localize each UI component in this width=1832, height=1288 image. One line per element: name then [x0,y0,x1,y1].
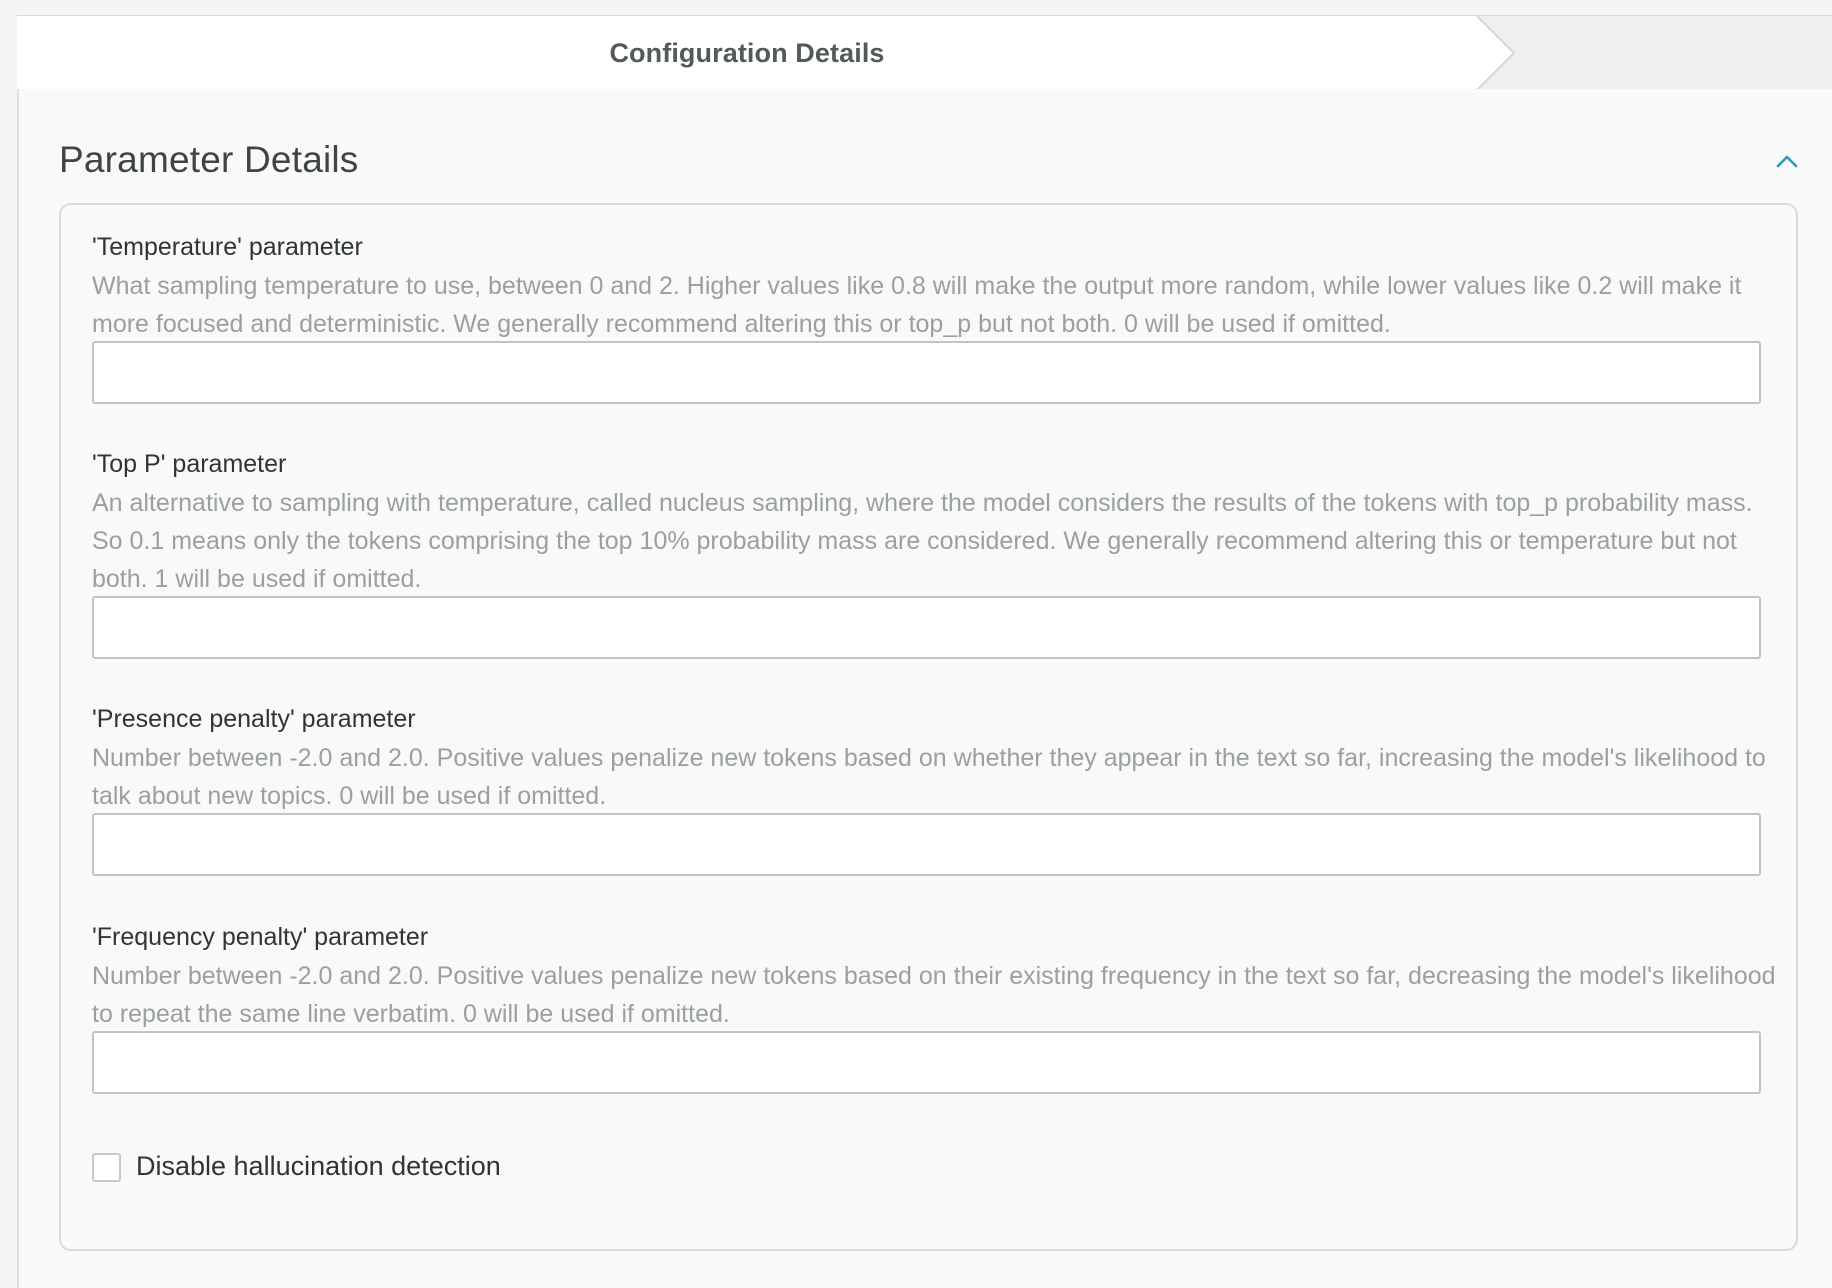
temperature-input[interactable] [92,341,1761,404]
top-p-input[interactable] [92,596,1761,659]
collapse-section-button[interactable] [1769,143,1805,179]
frequency-penalty-label: 'Frequency penalty' parameter [92,923,429,951]
stepper-bar [17,15,1832,92]
presence-penalty-label: 'Presence penalty' parameter [92,705,416,733]
top-p-help-text: An alternative to sampling with temperature, called nucleus sampling, where the model considers the results of the tokens with top_p probability mass. So 0.1 means only the tokens comprising the top 10% probability mass are considered. We generally recommend altering this or temperature but not both. 1 will be used if omitted. [92,489,1753,593]
frequency-penalty-input[interactable] [92,1031,1761,1094]
presence-penalty-help-text: Number between -2.0 and 2.0. Positive values penalize new tokens based on whether they appear in the text so far, increasing the model's likelihood to talk about new topics. 0 will be used if omitted. [92,744,1766,810]
section-title: Parameter Details [59,139,359,180]
step-arrow-shape [1474,16,1516,90]
parameter-form [59,203,1798,1251]
temperature-help-text: What sampling temperature to use, between 0 and 2. Higher values like 0.8 will make the output more random, while lower values like 0.2 will make it more focused and deterministic. We generally recommend altering this or top_p but not both. 0 will be used if omitted. [92,272,1742,338]
disable-hallucination-checkbox[interactable] [92,1153,121,1182]
temperature-label: 'Temperature' parameter [92,233,363,261]
chevron-up-icon [1769,143,1805,179]
frequency-penalty-help-text: Number between -2.0 and 2.0. Positive values penalize new tokens based on their existing frequency in the text so far, decreasing the model's likelihood to repeat the same line verbatim. 0 will be used if omitted. [92,962,1776,1028]
step-configuration-details[interactable] [17,16,1477,90]
disable-hallucination-label[interactable]: Disable hallucination detection [136,1151,501,1181]
top-p-label: 'Top P' parameter [92,450,287,478]
parameter-details-panel [17,89,1832,1288]
presence-penalty-input[interactable] [92,813,1761,876]
step-label: Configuration Details [609,38,885,68]
